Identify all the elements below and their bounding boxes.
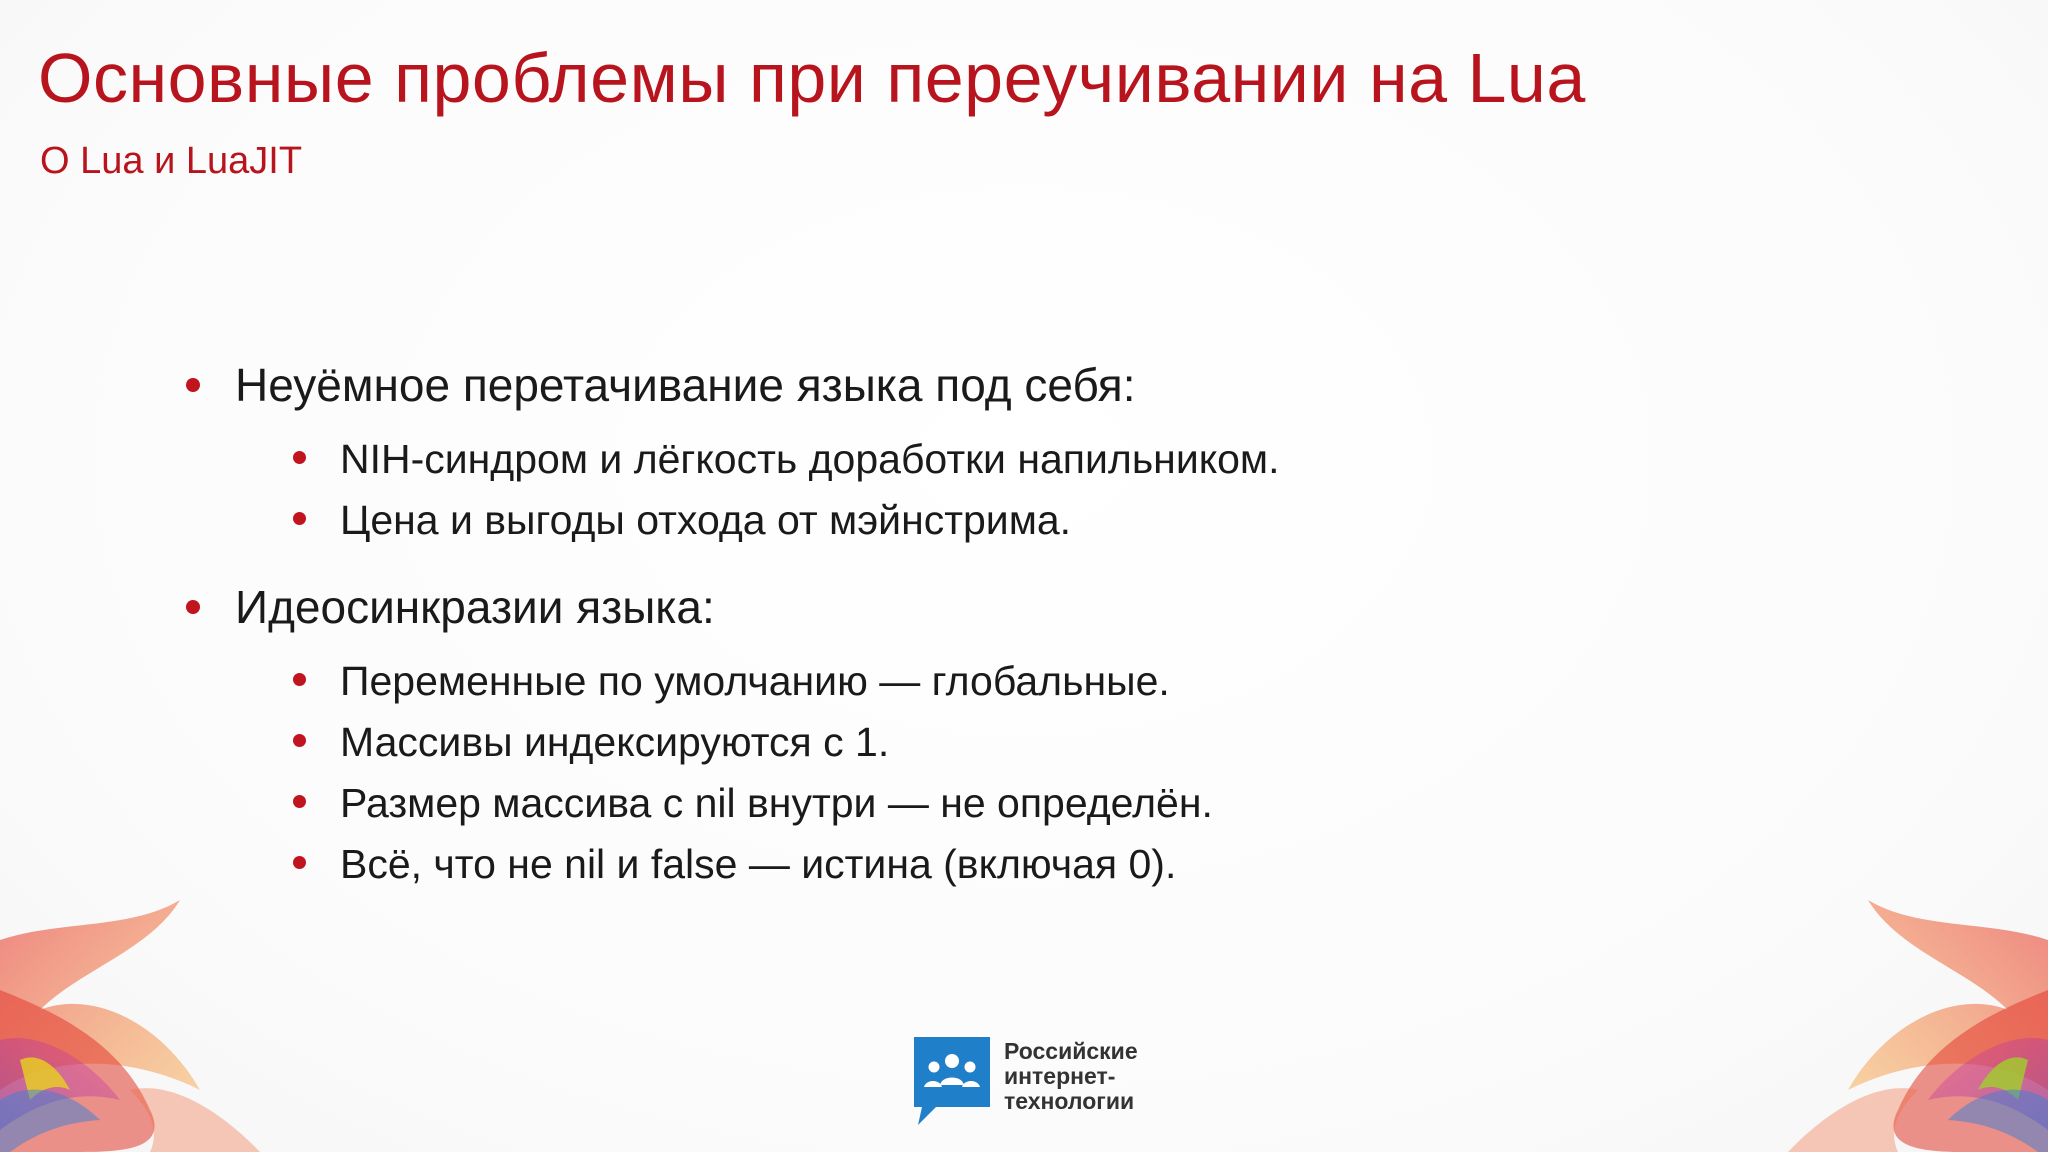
- sub-list-item: [180, 773, 1680, 834]
- sub-list-item-text: Переменные по умолчанию — глобальные.: [340, 658, 1170, 704]
- bullet-dot: [293, 856, 306, 869]
- sub-list: [180, 651, 1680, 895]
- bullet-dot: [293, 512, 306, 525]
- sub-list-item-text: Всё, что не nil и false — истина (включая 0).: [340, 841, 1177, 887]
- sub-list: [180, 429, 1680, 551]
- slide-subtitle: О Lua и LuaJIT: [40, 140, 303, 182]
- bullet-dot: [293, 673, 306, 686]
- sub-list-item: [180, 712, 1680, 773]
- bullet-dot: [186, 600, 200, 614]
- decorative-smoke-right: [1748, 860, 2048, 1152]
- sub-list-item-text: NIH-синдром и лёгкость доработки напильником.: [340, 436, 1280, 482]
- logo-line: интернет-: [1004, 1063, 1116, 1089]
- sub-list-item-text: Массивы индексируются с 1.: [340, 719, 890, 765]
- list-item-text: Неуёмное перетачивание языка под себя:: [235, 359, 1136, 411]
- list-item: [180, 355, 1680, 415]
- sub-list-item: [180, 429, 1680, 490]
- conference-logo: [914, 1037, 1138, 1129]
- people-speech-bubble-icon: [914, 1037, 990, 1129]
- sub-list-item: [180, 834, 1680, 895]
- sub-list-item-text: Размер массива с nil внутри — не определён.: [340, 780, 1213, 826]
- sub-list-item-text: Цена и выгоды отхода от мэйнстрима.: [340, 497, 1072, 543]
- bullet-dot: [186, 378, 200, 392]
- logo-text: [1004, 1039, 1138, 1114]
- list-item: [180, 577, 1680, 637]
- bullet-dot: [293, 795, 306, 808]
- logo-line: технологии: [1004, 1088, 1135, 1114]
- bullet-list: [180, 355, 1680, 921]
- logo-line: Российские: [1004, 1038, 1138, 1064]
- slide-title: Основные проблемы при переучивании на Lua: [38, 39, 1586, 117]
- bullet-dot: [293, 734, 306, 747]
- sub-list-item: [180, 490, 1680, 551]
- sub-list-item: [180, 651, 1680, 712]
- list-item-text: Идеосинкразии языка:: [235, 581, 715, 633]
- bullet-dot: [293, 451, 306, 464]
